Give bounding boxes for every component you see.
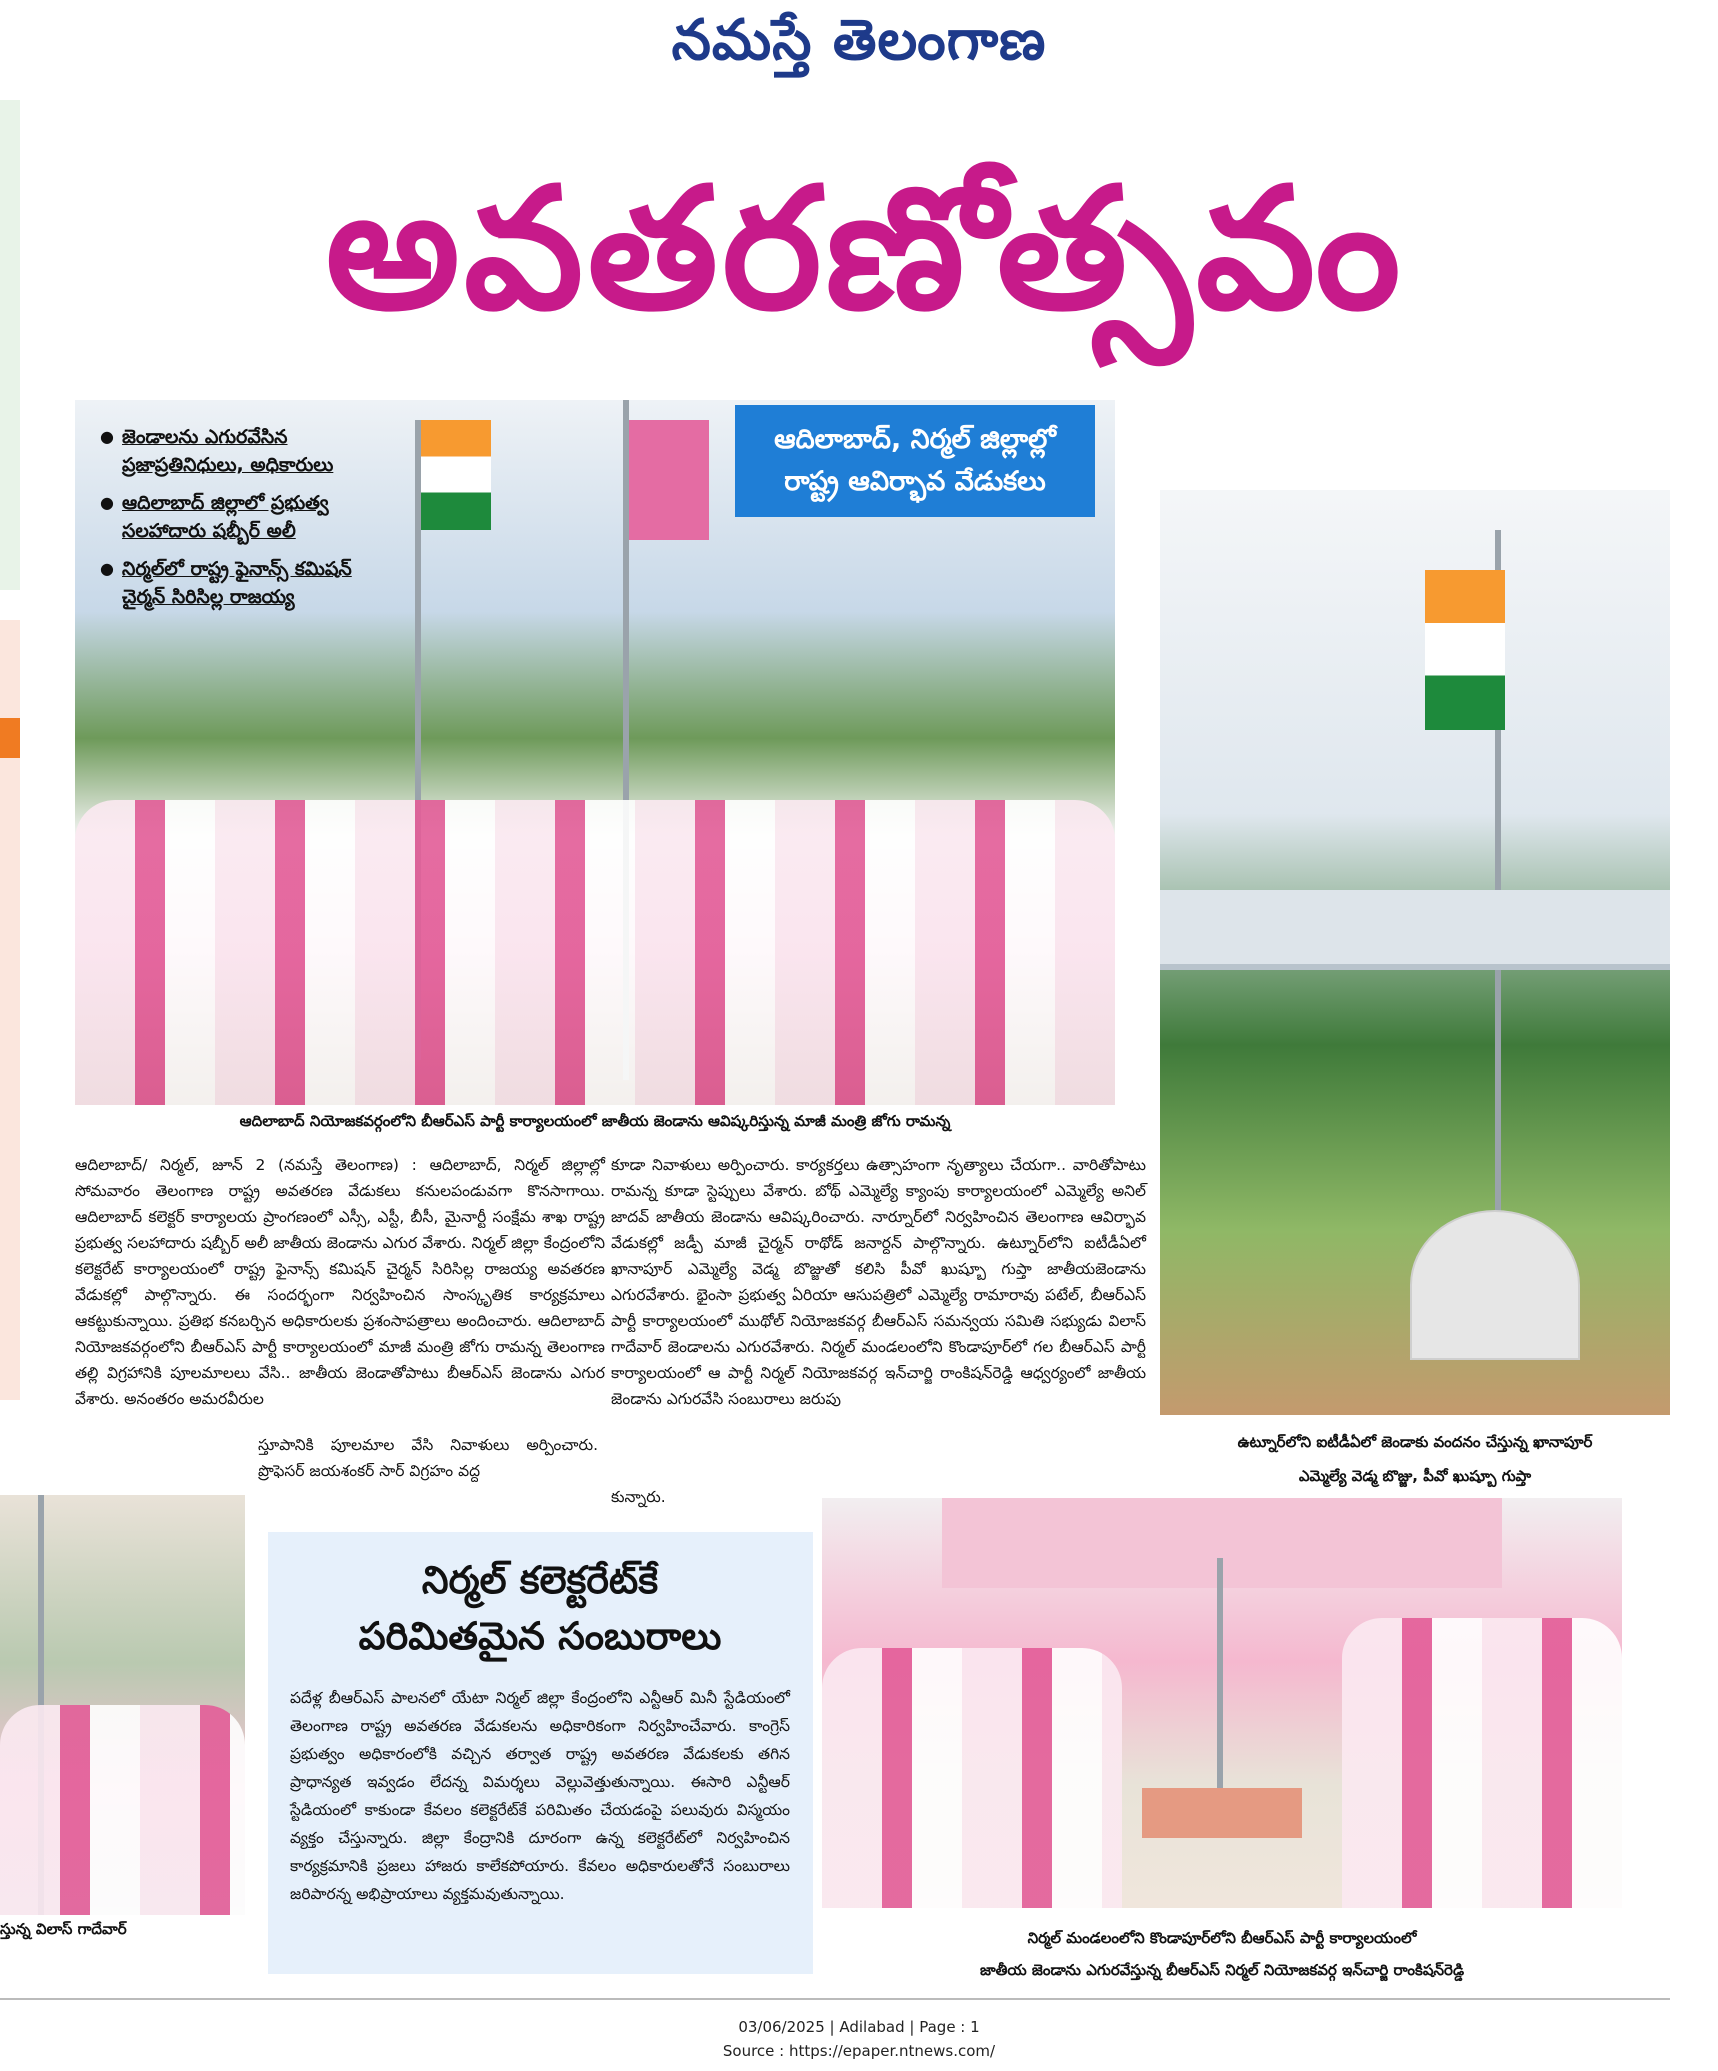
footer-source-link[interactable]: Source : https://epaper.ntnews.com/	[722, 2042, 996, 2060]
bullet-item: ● నిర్మల్‌లో రాష్ట్ర ఫైనాన్స్ కమిషన్ చైర్మన్ సిరిసిల్ల రాజయ్య	[100, 555, 400, 611]
tent-canopy	[1160, 890, 1670, 970]
sidebar-headline-line1: నిర్మల్ కలెక్టరేట్‌కే	[421, 1558, 659, 1602]
sidebar-headline	[290, 1552, 790, 1664]
national-flag	[1425, 570, 1505, 730]
national-flag	[421, 420, 491, 530]
photo4-caption-line2: జాతీయ జెండాను ఎగురవేస్తున్న బీఆర్‌ఎస్ నిర్మల్ నియోజకవర్గ ఇన్‌చార్జి రాంకిషన్‌రెడ్డి	[979, 1961, 1465, 1979]
photo-bhainsa	[0, 1495, 245, 1915]
highlight-bullets	[100, 423, 400, 621]
flag-pedestal-steps	[1142, 1788, 1302, 1838]
edge-strip-green	[0, 100, 20, 590]
crowd	[0, 1705, 245, 1915]
subheadline-line2: రాష్ట్ర ఆవిర్భావ వేడుకలు	[784, 466, 1046, 497]
bullet-item: ● ఆదిలాబాద్ జిల్లాలో ప్రభుత్వ సలహాదారు షబ్బీర్ అలీ	[100, 489, 400, 545]
crowd	[75, 800, 1115, 1105]
photo1-caption: ఆదిలాబాద్ నియోజకవర్గంలోని బీఆర్‌ఎస్ పార్టీ కార్యాలయంలో జాతీయ జెండాను ఆవిష్కరిస్తున్న మాజీ మంత్రి జోగు రామన్న	[239, 1112, 951, 1130]
photo3-caption: స్తున్న విలాస్ గాదేవార్	[0, 1920, 127, 1938]
subheadline-line1: ఆదిలాబాద్, నిర్మల్ జిల్లాల్లో	[774, 424, 1056, 455]
sidebar-headline-line2: పరిమితమైన సంబురాలు	[358, 1614, 722, 1658]
photo2-caption-line2: ఎమ్మెల్యే వెడ్మ బొజ్జు, పీవో ఖుష్బూ గుప్తా	[1298, 1467, 1532, 1485]
photo4-caption	[822, 1922, 1622, 1986]
sidebar-text: పదేళ్ల బీఆర్‌ఎస్ పాలనలో యేటా నిర్మల్ జిల్లా కేంద్రంలోని ఎన్టీఆర్ మినీ స్టేడియంలో తెలంగాణ రాష్ట్ర అవతరణ వేడుకలను అధికారికంగా నిర్వహించేవారు. కాంగ్రెస్ ప్రభుత్వం అధికారంలోకి వచ్చిన తర్వాత రాష్ట్ర అవతరణ వేడుకలకు తగిన ప్రాధాన్యత ఇవ్వడం లేదన్న విమర్శలు వెల్లువెత్తుతున్నాయి. ఈసారి ఎన్టీఆర్ స్టేడియంలో కాకుండా కేవలం కలెక్టరేట్‌కే పరిమితం చేయడంపై పలువురు విస్మయం వ్యక్తం చేస్తున్నారు. జిల్లా కేంద్రానికి దూరంగా ఉన్న కలెక్టరేట్‌లో నిర్వహించిన కార్యక్రమానికి ప్రజలు హాజరు కాలేకపోయారు. కేవలం అధికారులతోనే సంబురాలు జరిపారన్న అభిప్రాయాలు వ్యక్తమవుతున్నాయి.	[290, 1689, 790, 1903]
footer-rule	[0, 1998, 1670, 2000]
photo-kondapur-brs-office	[822, 1498, 1622, 1908]
crowd-left	[822, 1648, 1122, 1908]
photo-utnoor-itda	[1160, 490, 1670, 1415]
photo2-caption	[1160, 1425, 1670, 1493]
photo4-caption-line1: నిర్మల్ మండలంలోని కొండాపూర్‌లోని బీఆర్‌ఎస్ పార్టీ కార్యాలయంలో	[1027, 1929, 1417, 1947]
flag-pedestal	[1410, 1210, 1580, 1360]
flag-pole	[1217, 1558, 1223, 1818]
photo2-caption-line1: ఉట్నూర్‌లోని ఐటీడీఏలో జెండాకు వందనం చేస్తున్న ఖానాపూర్	[1237, 1433, 1593, 1451]
crowd-right	[1342, 1618, 1622, 1908]
edge-strip-orange	[0, 718, 20, 758]
main-headline: అవతరణోత్సవం	[325, 151, 1405, 347]
party-flag	[629, 420, 709, 540]
bullet-item: ● జెండాలను ఎగురవేసిన ప్రజాప్రతినిధులు, అధికారులు	[100, 423, 400, 479]
footer-date-edition: 03/06/2025 | Adilabad | Page : 1	[738, 2018, 980, 2036]
article-column-2-continued: కున్నారు.	[611, 1488, 666, 1506]
newspaper-masthead: నమస్తే తెలంగాణ	[671, 8, 1047, 73]
article-column-1: ఆదిలాబాద్/ నిర్మల్, జూన్ 2 (నమస్తే తెలంగాణ) : ఆదిలాబాద్, నిర్మల్ జిల్లాల్లో సోమవారం తెలంగాణ రాష్ట్ర అవతరణ వేడుకలు కనులపండువగా కొనసాగాయి. ఆదిలాబాద్ కలెక్టర్ కార్యాలయ ప్రాంగణంలో ఎస్సీ, ఎస్టీ, బీసీ, మైనార్టీ సంక్షేమ శాఖ రాష్ట్ర ప్రభుత్వ సలహాదారు షబ్బీర్ అలీ జాతీయ జెండాను ఎగుర వేశారు. నిర్మల్ జిల్లా కేంద్రంలోని కలెక్టరేట్ కార్యాలయంలో రాష్ట్ర ఫైనాన్స్ కమిషన్ చైర్మన్ సిరిసిల్ల రాజయ్య అవతరణ వేడుకల్లో పాల్గొన్నారు. ఈ సందర్భంగా నిర్వహించిన సాంస్కృతిక కార్యక్రమాలు ఆకట్టుకున్నాయి. ప్రతిభ కనబర్చిన అధికారులకు ప్రశంసాపత్రాలు అందించారు. ఆదిలాబాద్ నియోజకవర్గంలోని బీఆర్‌ఎస్ పార్టీ కార్యాలయంలో మాజీ మంత్రి జోగు రామన్న తెలంగాణ తల్లి విగ్రహానికి పూలమాలలు వేసి.. జాతీయ జెండాతోపాటు బీఆర్‌ఎస్ జెండాను ఎగుర వేశారు. అనంతరం అమరవీరుల	[75, 1156, 605, 1408]
article-column-2: కూడా నివాళులు అర్పించారు. కార్యకర్తలు ఉత్సాహంగా నృత్యాలు చేయగా.. వారితోపాటు రామన్న కూడా స్టెప్పులు వేశారు. బోథ్ ఎమ్మెల్యే క్యాంపు కార్యాలయంలో ఎమ్మెల్యే అనిల్ జాదవ్ జాతీయ జెండాను ఆవిష్కరించారు. నార్నూర్‌లో నిర్వహించిన తెలంగాణ ఆవిర్భావ వేడుకల్లో జడ్పీ మాజీ చైర్మన్ రాథోడ్ జనార్దన్ పాల్గొన్నారు. ఉట్నూర్‌లోని ఐటీడీఏలో ఖానాపూర్ ఎమ్మెల్యే వెడ్మ బొజ్జుతో కలిసి పీవో ఖుష్బూ గుప్తా జాతీయజెండాను ఎగురవేశారు. భైంసా ప్రభుత్వ ఏరియా ఆసుపత్రిలో ఎమ్మెల్యే రామారావు పటేల్, బీఆర్‌ఎస్ పార్టీ కార్యాలయంలో ముథోల్ నియోజకవర్గ బీఆర్‌ఎస్ సమన్వయ సమితి సభ్యుడు విలాస్ గాదేవార్ జెండాలను ఎగురవేశారు. నిర్మల్ మండలంలోని కొండాపూర్‌లో గల బీఆర్‌ఎస్ పార్టీ కార్యాలయంలో ఆ పార్టీ నిర్మల్ నియోజకవర్గ ఇన్‌చార్జి రాంకిషన్‌రెడ్డి ఆధ్వర్యంలో జాతీయ జెండాను ఎగురవేసి సంబురాలు జరుపు	[611, 1156, 1146, 1408]
subheadline-box	[735, 405, 1095, 517]
article-column-1-continued: స్తూపానికి పూలమాల వేసి నివాళులు అర్పించారు. ప్రొఫెసర్ జయశంకర్ సార్ విగ్రహం వద్ద	[258, 1436, 598, 1480]
